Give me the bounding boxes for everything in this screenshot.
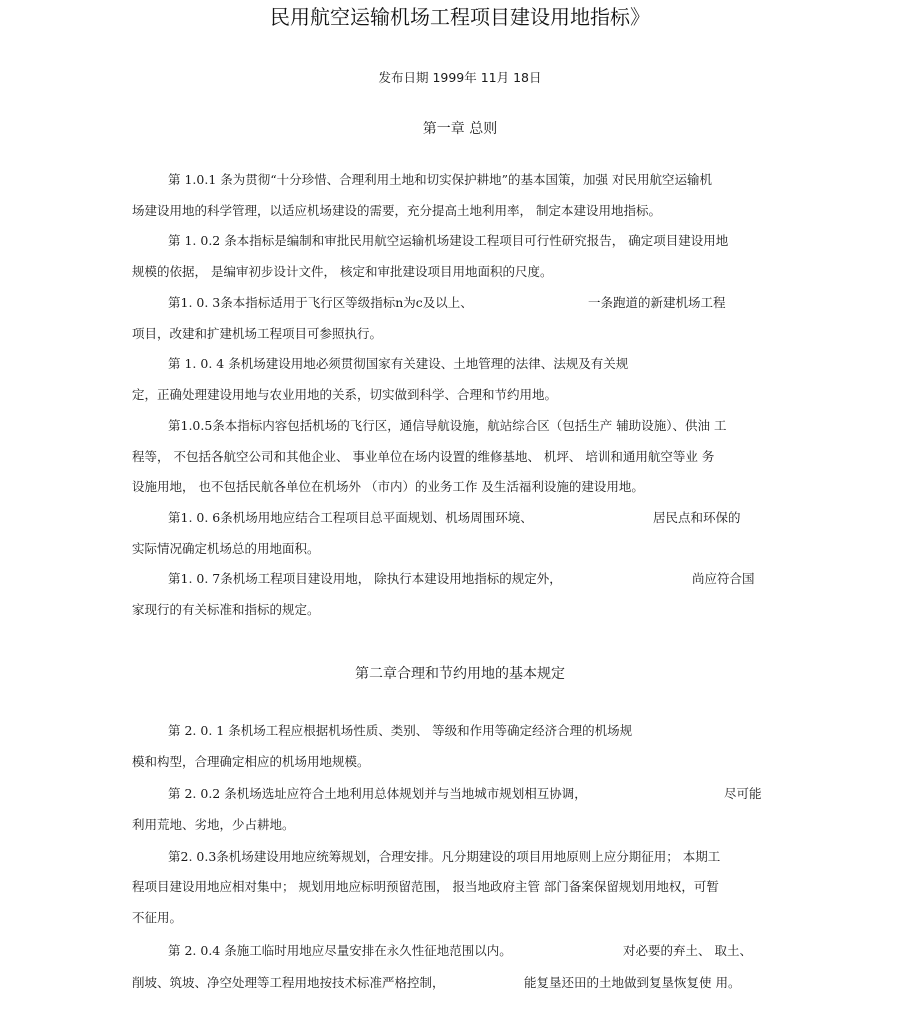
text-line: 第 2. 0. 1 条机场工程应根据机场性质、类别、 等级和作用等确定经济合理的机场规 bbox=[168, 723, 633, 738]
text-line: 对必要的弃土、 取土、 bbox=[623, 943, 752, 958]
text-line: 规模的依据， 是编审初步设计文件， 核定和审批建设项目用地面积的尺度。 bbox=[132, 264, 553, 279]
text-line: 家现行的有关标准和指标的规定。 bbox=[132, 602, 320, 617]
text-line: 第1.0.5条本指标内容包括机场的飞行区，通信导航设施，航站综合区（包括生产 辅助设施）、供油 工 bbox=[168, 418, 727, 433]
text-line: 第1. 0. 7条机场工程项目建设用地， 除执行本建设用地指标的规定外， bbox=[168, 571, 562, 586]
text-line: 居民点和环保的 bbox=[653, 510, 741, 525]
text-line: 第 1. 0. 4 条机场建设用地必须贯彻国家有关建设、土地管理的法律、法规及有关规 bbox=[168, 356, 629, 371]
text-line: 第 1. 0.2 条本指标是编制和审批民用航空运输机场建设工程项目可行性研究报告， 确定项目建设用地 bbox=[168, 233, 729, 248]
text-line: 项目，改建和扩建机场工程项目可参照执行。 bbox=[132, 326, 383, 341]
text-line: 程等， 不包括各航空公司和其他企业、 事业单位在场内设置的维修基地、 机坪、 培训和通用航空等业 务 bbox=[132, 449, 715, 464]
text-line: 设施用地， 也不包括民航各单位在机场外 （市内）的业务工作 及生活福利设施的建设用地。 bbox=[132, 479, 644, 494]
text-line: 第2. 0.3条机场建设用地应统筹规划，合理安排。凡分期建设的项目用地原则上应分期征用； 本期工 bbox=[168, 849, 721, 864]
text-line: 实际情况确定机场总的用地面积。 bbox=[132, 541, 320, 556]
text-line: 第 1.0.1 条为贯彻“十分珍惜、合理利用土地和切实保护耕地”的基本国策，加强 对民用航空运输机 bbox=[168, 172, 713, 187]
text-line: 一条跑道的新建机场工程 bbox=[588, 295, 726, 310]
text-line: 程项目建设用地应相对集中； 规划用地应标明预留范围， 报当地政府主管 部门备案保留规划用地权，可暂 bbox=[132, 879, 719, 894]
text-line: 第 2. 0.2 条机场选址应符合土地利用总体规划并与当地城市规划相互协调， bbox=[168, 786, 587, 801]
text-line: 削坡、筑坡、净空处理等工程用地按技术标准严格控制， bbox=[132, 975, 445, 990]
text-line: 利用荒地、劣地，少占耕地。 bbox=[132, 817, 295, 832]
text-line: 模和构型，合理确定相应的机场用地规模。 bbox=[132, 754, 370, 769]
text-line: 能复垦还田的土地做到复垦恢复使 用。 bbox=[524, 975, 741, 990]
publish-date: 发布日期 1999年 11月 18日 bbox=[378, 70, 542, 85]
text-line: 第1. 0. 3条本指标适用于飞行区等级指标n为c及以上、 bbox=[168, 295, 473, 310]
document-title: 民用航空运输机场工程项目建设用地指标》 bbox=[270, 5, 650, 29]
text-line: 不征用。 bbox=[132, 910, 183, 925]
text-line: 第 2. 0.4 条施工临时用地应尽量安排在永久性征地范围以内。 bbox=[168, 943, 512, 958]
chapter-2-heading: 第二章合理和节约用地的基本规定 bbox=[355, 666, 565, 682]
text-line: 场建设用地的科学管理，以适应机场建设的需要，充分提高土地利用率， 制定本建设用地指标。 bbox=[132, 203, 661, 218]
text-line: 定，正确处理建设用地与农业用地的关系，切实做到科学、合理和节约用地。 bbox=[132, 387, 558, 402]
text-line: 第1. 0. 6条机场用地应结合工程项目总平面规划、机场周围环境、 bbox=[168, 510, 533, 525]
chapter-1-heading: 第一章 总则 bbox=[422, 121, 498, 137]
text-line: 尽可能 bbox=[724, 786, 762, 801]
text-line: 尚应符合国 bbox=[692, 571, 755, 586]
